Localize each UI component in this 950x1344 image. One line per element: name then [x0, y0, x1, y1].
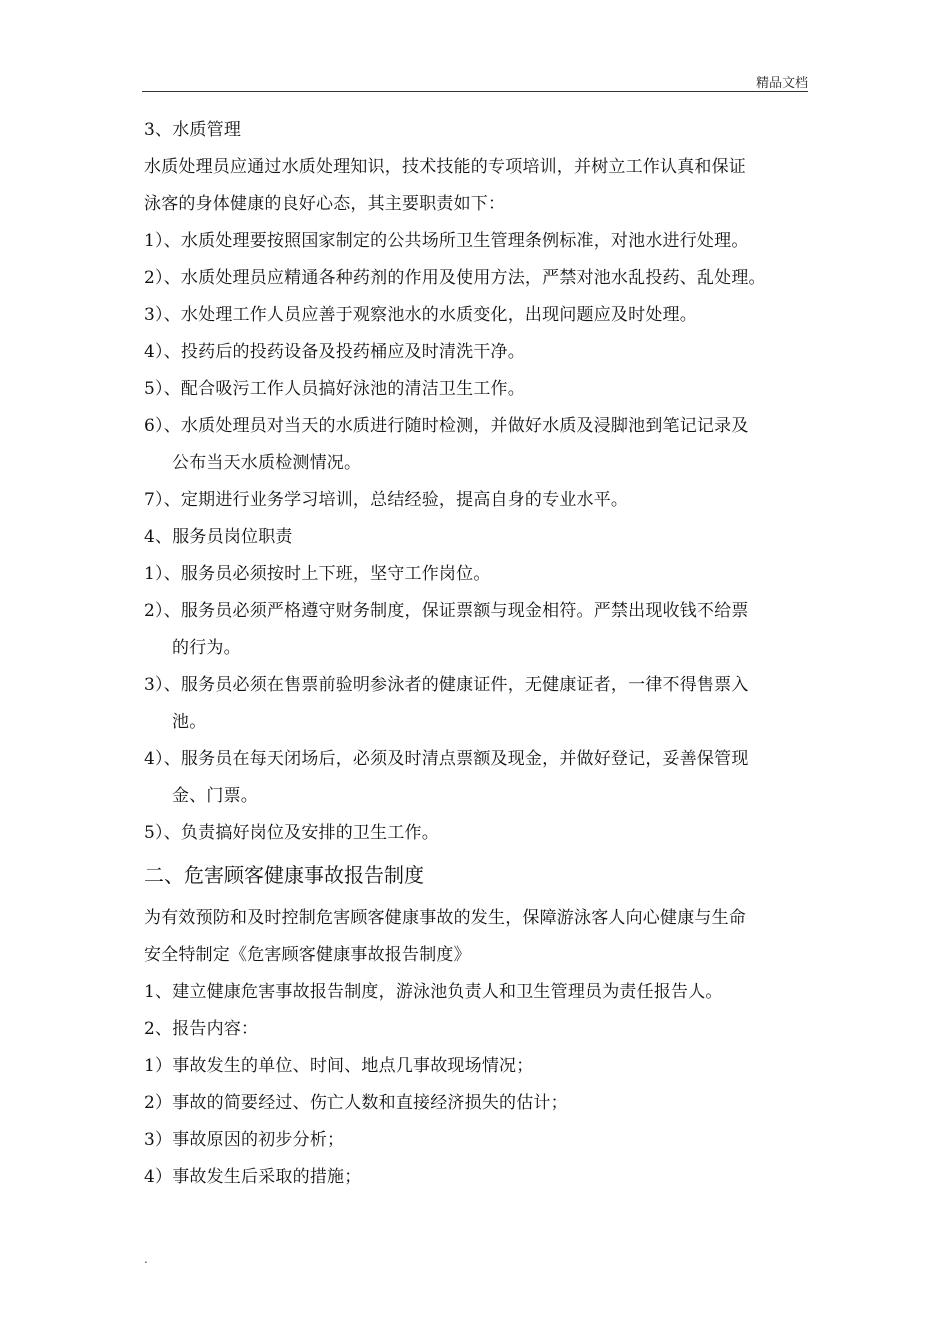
list-item: 4）、服务员在每天闭场后，必须及时清点票额及现金，并做好登记，妥善保管现 — [144, 749, 749, 769]
list-item: 1）事故发生的单位、时间、地点几事故现场情况； — [144, 1056, 534, 1076]
list-item: 2）、服务员必须严格遵守财务制度，保证票额与现金相符。严禁出现收钱不给票 — [144, 601, 749, 621]
list-item-continuation: 池。 — [172, 712, 207, 732]
subsection-title: 4、服务员岗位职责 — [144, 527, 293, 547]
list-item: 4）事故发生后采取的措施； — [144, 1167, 362, 1187]
list-item-continuation: 公布当天水质检测情况。 — [172, 453, 362, 473]
list-item: 5）、配合吸污工作人员搞好泳池的清洁卫生工作。 — [144, 379, 525, 399]
paragraph-line: 水质处理员应通过水质处理知识，技术技能的专项培训，并树立工作认真和保证 — [144, 157, 746, 177]
list-item: 3）、水处理工作人员应善于观察池水的水质变化，出现问题应及时处理。 — [144, 305, 697, 325]
list-item: 2）、水质处理员应精通各种药剂的作用及使用方法，严禁对池水乱投药、乱处理。 — [144, 268, 766, 288]
list-item: 2）事故的简要经过、伤亡人数和直接经济损失的估计； — [144, 1093, 568, 1113]
footer-mark: . — [144, 1252, 148, 1266]
header-divider — [142, 91, 808, 92]
list-item: 1）、服务员必须按时上下班，坚守工作岗位。 — [144, 564, 491, 584]
paragraph-line: 安全特制定《危害顾客健康事故报告制度》 — [144, 945, 471, 965]
subsection-title: 3、水质管理 — [144, 120, 242, 140]
list-item: 2、报告内容： — [144, 1019, 259, 1039]
list-item: 4）、投药后的投药设备及投药桶应及时清洗干净。 — [144, 342, 525, 362]
paragraph-line: 为有效预防和及时控制危害顾客健康事故的发生，保障游泳客人向心健康与生命 — [144, 908, 746, 928]
list-item-continuation: 的行为。 — [172, 638, 241, 658]
list-item: 1、建立健康危害事故报告制度，游泳池负责人和卫生管理员为责任报告人。 — [144, 982, 723, 1002]
paragraph-line: 泳客的身体健康的良好心态，其主要职责如下： — [144, 194, 506, 214]
list-item-continuation: 金、门票。 — [172, 786, 258, 806]
page-header-label: 精品文档 — [755, 76, 808, 91]
list-item: 6）、水质处理员对当天的水质进行随时检测，并做好水质及浸脚池到笔记记录及 — [144, 416, 749, 436]
list-item: 5）、负责搞好岗位及安排的卫生工作。 — [144, 823, 439, 843]
list-item: 3）事故原因的初步分析； — [144, 1130, 345, 1150]
section-heading: 二、危害顾客健康事故报告制度 — [144, 863, 424, 887]
document-body — [144, 112, 810, 1196]
list-item: 7）、定期进行业务学习培训，总结经验，提高自身的专业水平。 — [144, 490, 629, 510]
list-item: 1）、水质处理要按照国家制定的公共场所卫生管理条例标准，对池水进行处理。 — [144, 231, 749, 251]
list-item: 3）、服务员必须在售票前验明参泳者的健康证件，无健康证者，一律不得售票入 — [144, 675, 749, 695]
